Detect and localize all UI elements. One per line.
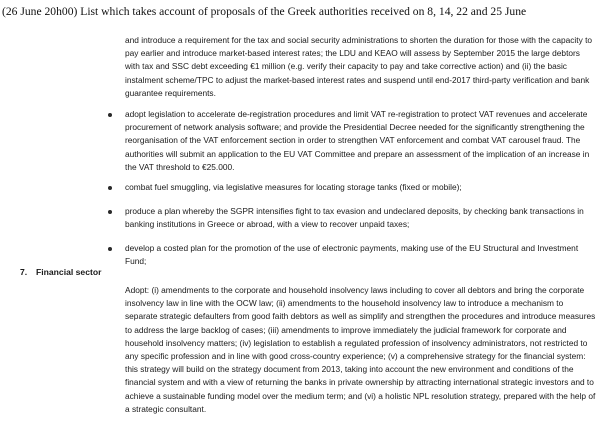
- section-number: 7.: [20, 267, 28, 277]
- bullet-icon: [108, 247, 112, 251]
- bullet-icon: [108, 210, 112, 214]
- list-item-text: combat fuel smuggling, via legislative measures for locating storage tanks (fixed or mobile);: [125, 182, 462, 192]
- section-heading: Financial sector: [36, 267, 102, 277]
- list-item-text: develop a costed plan for the promotion of the use of electronic payments, making use of the EU Structural and Investment Fund;: [125, 243, 579, 267]
- list-item-text: adopt legislation to accelerate de-registration procedures and limit VAT re-registration to protect VAT revenues and accelerate procurement of network analysis software; and provide the Presidential Decree needed for the significantly strengthening the reorganisation of the VAT enforcement section in order to strengthen VAT enforcement and combat VAT carousel fraud. The authorities will submit an application to the EU VAT Committee and prepare an assessment of the implication of an increase in the VAT threshold to €25.000.: [125, 109, 590, 172]
- adopt-paragraph: Adopt: (i) amendments to the corporate and household insolvency laws including to cover all debtors and bring the corporate insolvency law in line with the OCW law; (ii) amendments to the household insolvency law to introduce a mechanism to separate strategic defaulters from good faith debtors as well as simplify and strengthen the procedures and introduce measures to address the large backlog of cases; (iii) amendments to improve immediately the judicial framework for corporate and household insolvency matters; (iv) legislation to establish a regulated profession of insolvency administrators, not restricted to any specific profession and in line with good cross-country experience; (v) a comprehensive strategy for the financial system: this strategy will build on the strategy document from 2013, taking into account the new environment and conditions of the financial system and with a view of returning the banks in private ownership by attracting international strategic investors and to achieve a sustainable funding model over the medium term; and (vi) a holistic NPL resolution strategy, prepared with the help of a strategic consultant.: [125, 285, 596, 414]
- continuation-paragraph: and introduce a requirement for the tax and social security administrations to shorten the duration for those with the capacity to pay earlier and introduce market-based interest rates; the LDU and KEAO will assess by September 2015 the large debtors with tax and SSC debt exceeding €1 million (e.g. verify their capacity to pay and take corrective action) and (ii) the basic instalment scheme/TPC to adjust the market-based interest rates and suspend until end-2017 third-party verification and bank guarantee requirements.: [125, 35, 593, 98]
- document-header: (26 June 20h00) List which takes account of proposals of the Greek authorities received on 8, 14, 22 and 25 June: [2, 5, 527, 18]
- bullet-icon: [108, 186, 112, 190]
- bullet-icon: [108, 113, 112, 117]
- list-item-text: produce a plan whereby the SGPR intensifies fight to tax evasion and undeclared deposits, by checking bank transactions in banking institutions in Greece or abroad, with a view to recover unpaid taxes;: [125, 206, 584, 230]
